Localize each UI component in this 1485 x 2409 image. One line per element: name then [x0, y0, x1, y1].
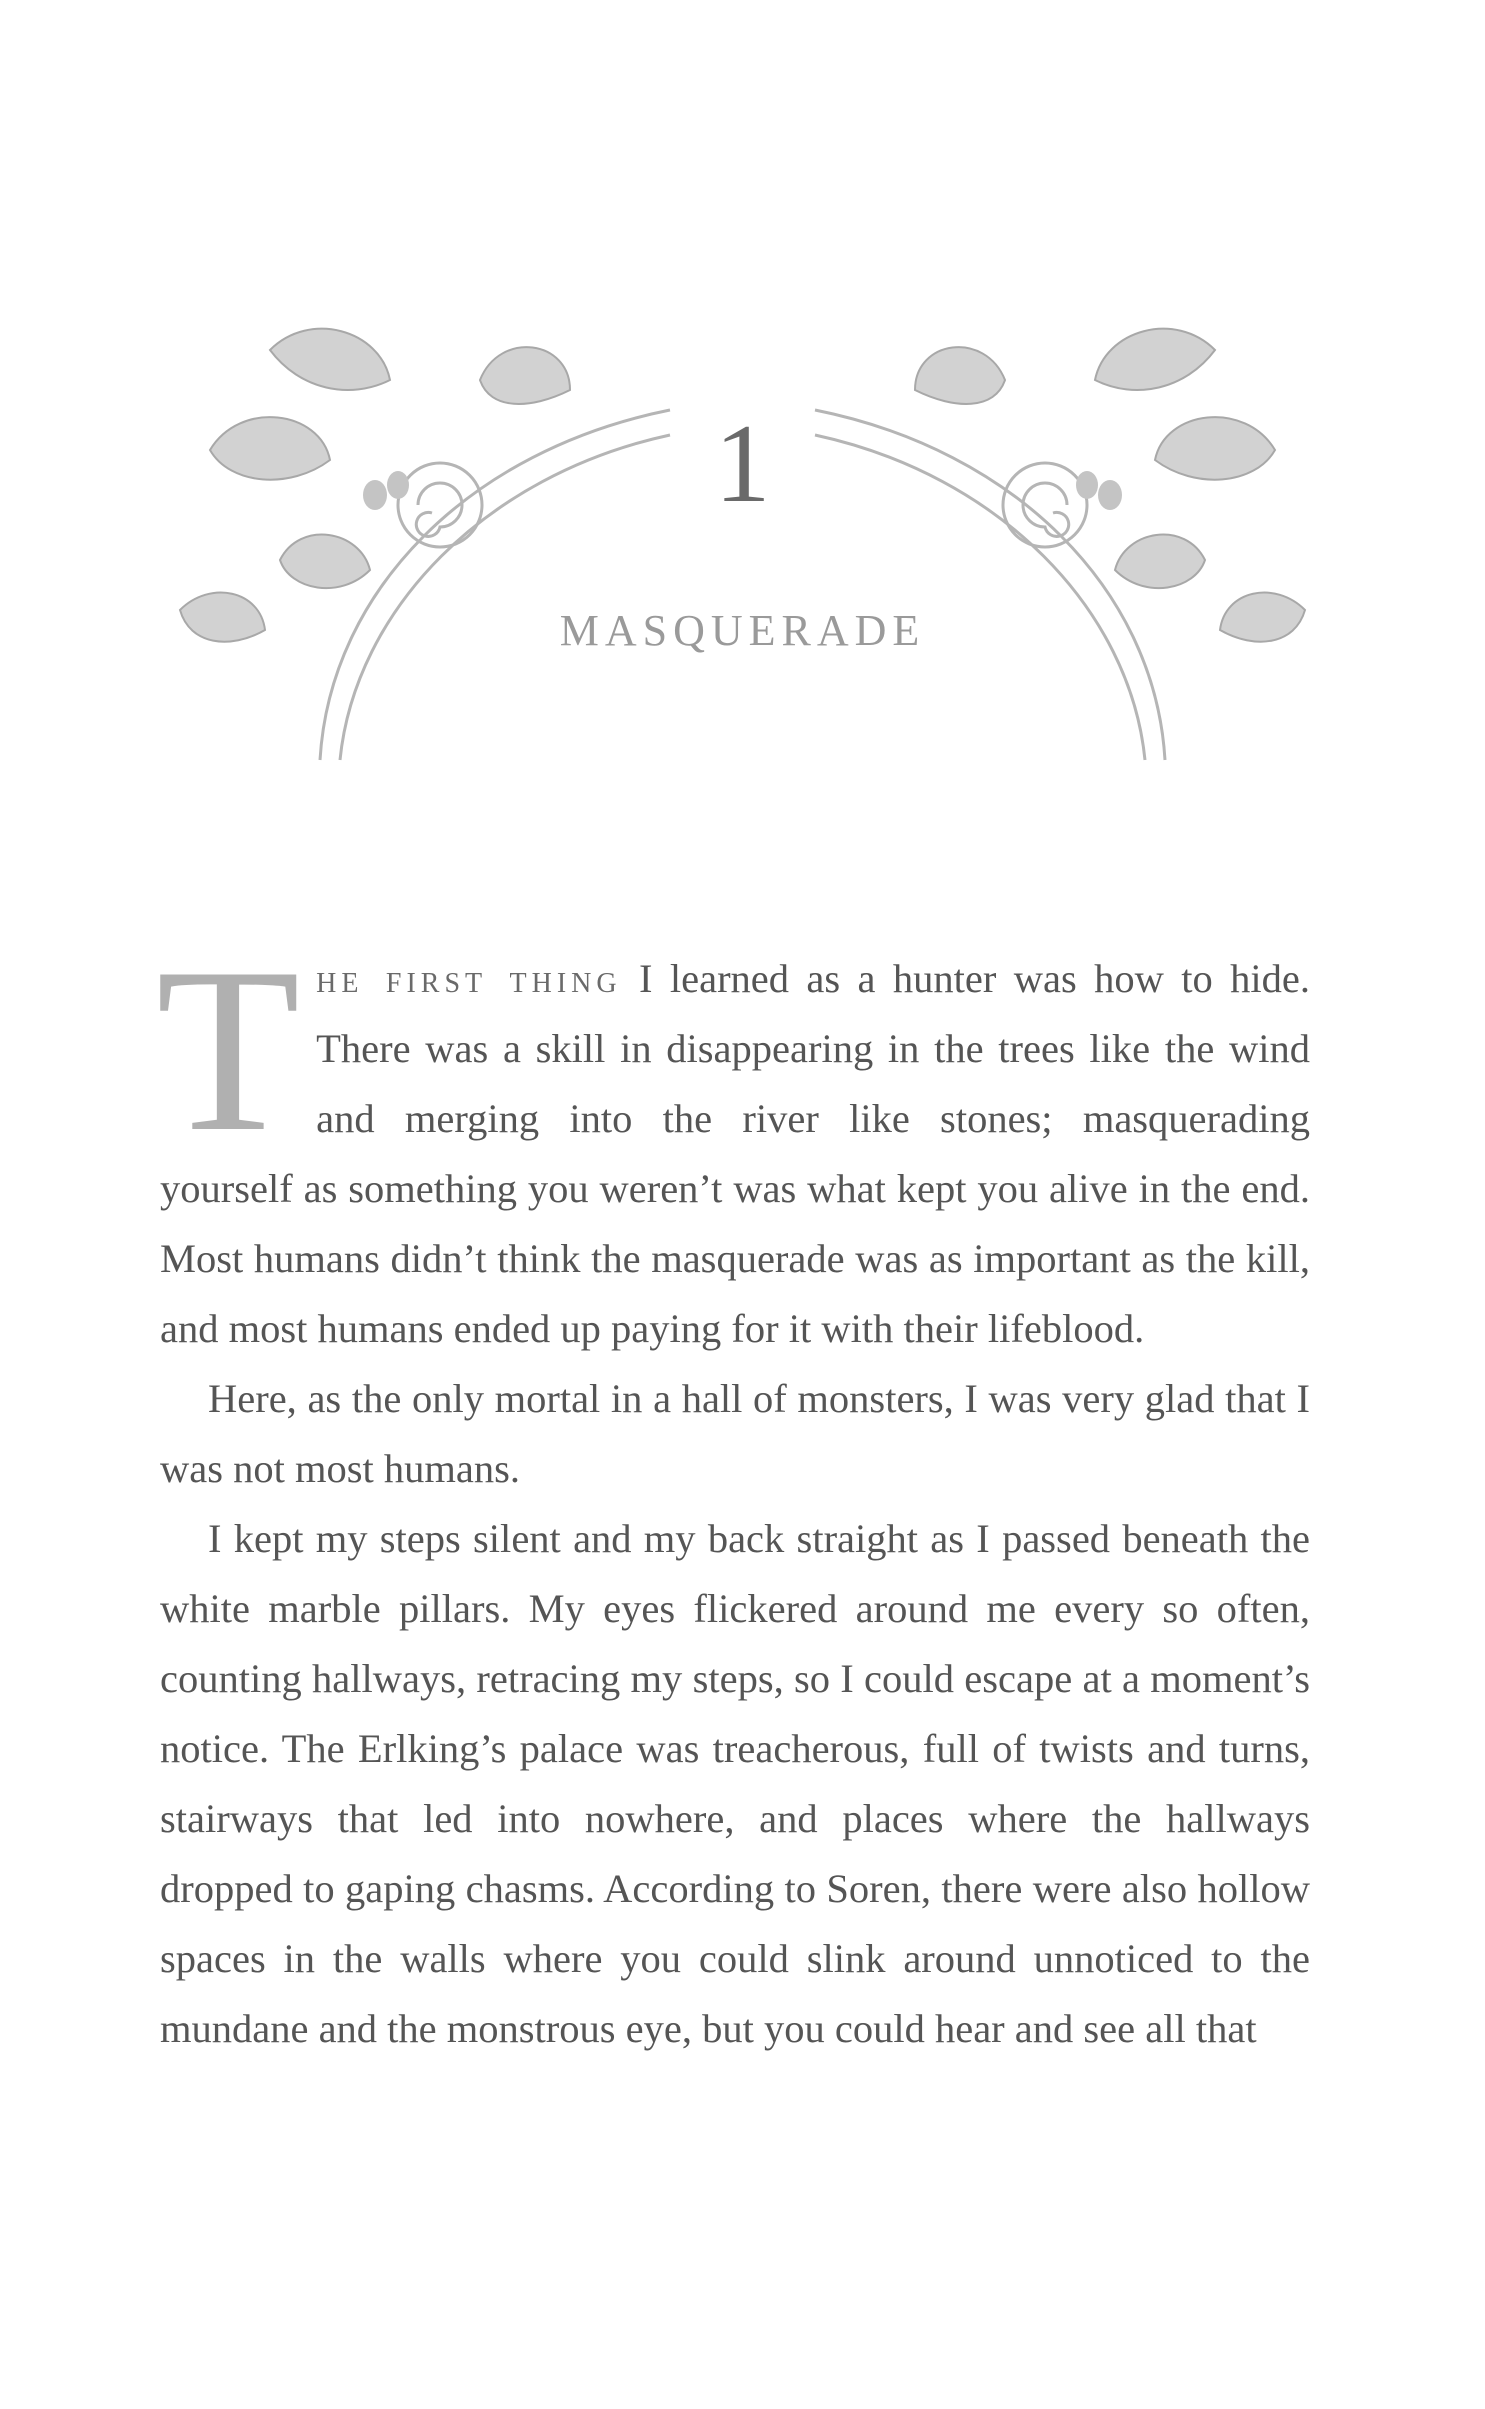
- body-text: [156, 920, 1310, 2064]
- opening-paragraph: [156, 920, 1310, 1364]
- paragraph: Here, as the only mortal in a hall of monsters, I was very glad that I was not most humans.: [160, 1376, 1310, 1491]
- chapter-number: 1: [714, 402, 771, 526]
- opening-text: I learned as a hunter was how to hide. There was a skill in disappearing in the trees like the wind and merging into the river like stones; masquerading yourself as something you weren’t was what kept you alive in the end. Most humans didn’t think the masquerade was as important as the kill, and most humans ended up paying for it with their lifeblood.: [160, 956, 1310, 1351]
- paragraph: I kept my steps silent and my back straight as I passed beneath the white marble pillars. My eyes flickered around me every so often, counting hallways, retracing my steps, so I could escape at a moment’s notice. The Erlking’s palace was treacherous, full of twists and turns, stairways that led into nowhere, and places where the hallways dropped to gaping chasms. According to Soren, there were also hollow spaces in the walls where you could slink around unnoticed to the mundane and the monstrous eye, but you could hear and see all that: [160, 1516, 1310, 2051]
- drop-cap: T: [156, 920, 301, 1181]
- opening-small-caps: he first thing: [316, 956, 622, 1001]
- chapter-title: MASQUERADE: [559, 606, 926, 655]
- oak-leaf-scroll-ornament: [150, 290, 1335, 770]
